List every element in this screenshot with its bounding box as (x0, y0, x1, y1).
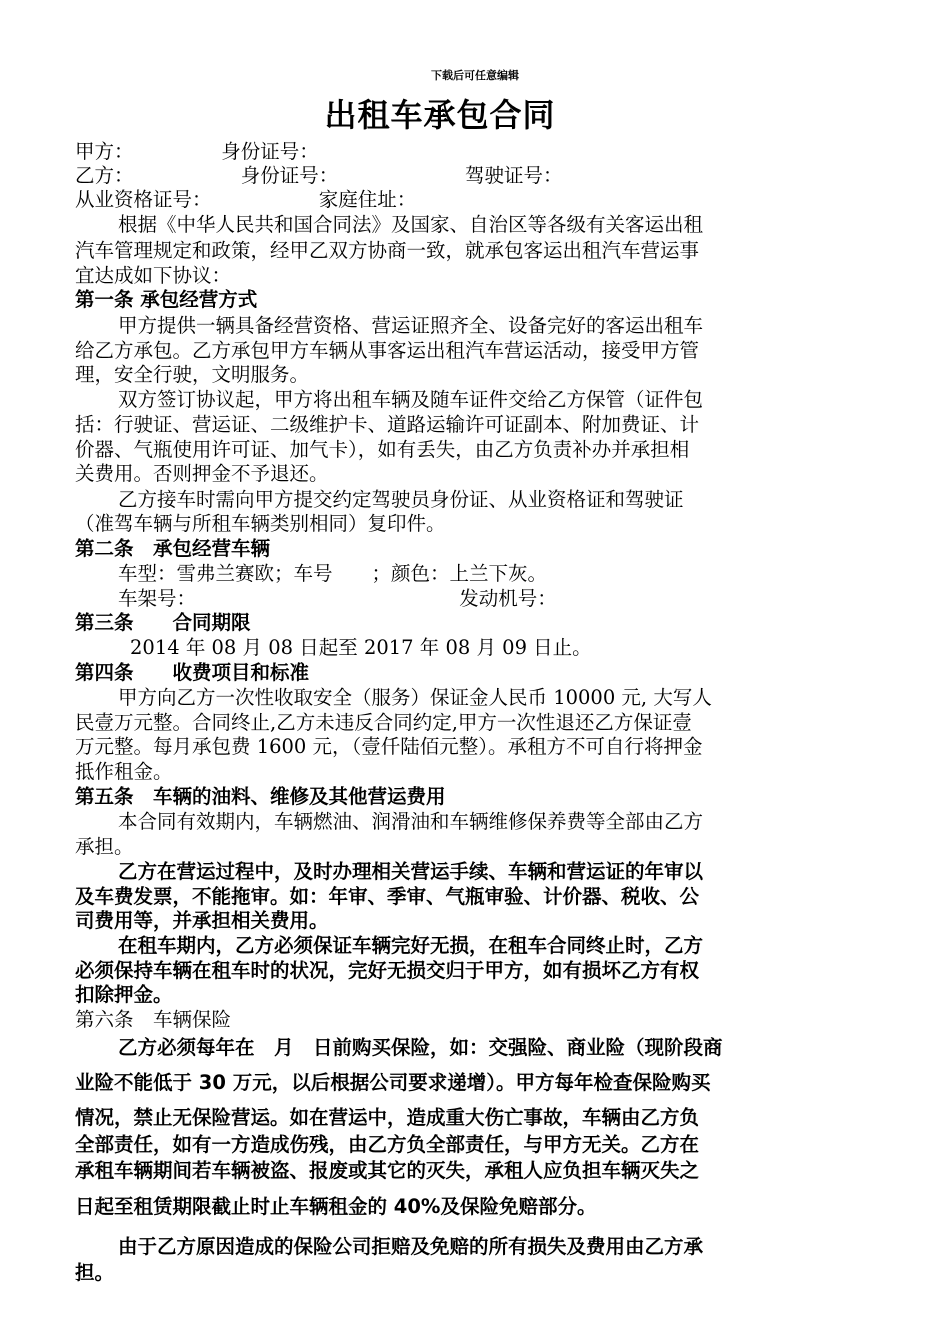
paragraph-line: 价器、气瓶使用许可证、加气卡），如有丢失，由乙方负责补办并承担相 (75, 438, 690, 461)
header-note: 下载后可任意编辑 (431, 69, 519, 82)
paragraph-line: 日起至租赁期限截止时止车辆租金的 40%及保险免赔部分。 (75, 1195, 597, 1218)
paragraph-line: 担。 (75, 1261, 115, 1284)
paragraph-line: 甲方提供一辆具备经营资格、营运证照齐全、设备完好的客运出租车 (118, 314, 704, 337)
paragraph-line: 必须保持车辆在租车时的状况，完好无损交归于甲方，如有损坏乙方有权 (75, 959, 700, 982)
paragraph-line: 理，安全行驶，文明服务。 (75, 363, 310, 386)
paragraph-line: 乙方接车时需向甲方提交约定驾驶员身份证、从业资格证和驾驶证 (118, 488, 684, 511)
article-heading: 第四条 收费项目和标准 (75, 661, 310, 684)
paragraph-line: 民壹万元整。合同终止,乙方未违反合同约定,甲方一次性退还乙方保证壹 (75, 711, 692, 734)
article-heading: 第一条 承包经营方式 (75, 288, 258, 311)
paragraph-line: 由于乙方原因造成的保险公司拒赔及免赔的所有损失及费用由乙方承 (118, 1235, 704, 1258)
paragraph-line: 2014 年 08 月 08 日起至 2017 年 08 月 09 日止。 (130, 636, 592, 659)
page-title: 出租车承包合同 (324, 96, 556, 134)
paragraph-line: 给乙方承包。乙方承包甲方车辆从事客运出租汽车营运活动，接受甲方管 (75, 339, 700, 362)
article-heading: 第五条 车辆的油料、维修及其他营运费用 (75, 785, 446, 808)
paragraph-line: （准驾车辆与所租车辆类别相同）复印件。 (75, 512, 446, 535)
qualification-line: 从业资格证号： 家庭住址： (75, 188, 417, 211)
paragraph-line: 全部责任，如有一方造成伤残，由乙方负全部责任，与甲方无关。乙方在 (75, 1133, 700, 1156)
paragraph-line: 承担。 (75, 835, 134, 858)
paragraph-line: 括：行驶证、营运证、二级维护卡、道路运输许可证副本、附加费证、计 (75, 413, 700, 436)
paragraph-line: 关费用。否则押金不予退还。 (75, 462, 329, 485)
paragraph-line: 乙方必须每年在 月 日前购买保险，如：交强险、商业险（现阶段商 (118, 1036, 723, 1059)
paragraph-line: 抵作租金。 (75, 760, 173, 783)
article-heading: 第二条 承包经营车辆 (75, 537, 271, 560)
paragraph-line: 及车费发票，不能拖审。如：年审、季审、气瓶审验、计价器、税收、公 (75, 885, 700, 908)
article-heading: 第三条 合同期限 (75, 611, 251, 634)
paragraph-line: 甲方向乙方一次性收取安全（服务）保证金人民币 10000 元, 大写人 (118, 686, 712, 709)
paragraph-line: 司费用等，并承担相关费用。 (75, 909, 329, 932)
paragraph-line: 万元整。每月承包费 1600 元，（壹仟陆佰元整）。承租方不可自行将押金 (75, 735, 703, 758)
paragraph-line: 扣除押金。 (75, 983, 173, 1006)
paragraph-line: 乙方在营运过程中，及时办理相关营运手续、车辆和营运证的年审以 (118, 860, 704, 883)
paragraph-line: 车架号： 发动机号： (118, 587, 557, 610)
paragraph-line: 车型：雪弗兰赛欧；车号 ；颜色：上兰下灰。 (118, 562, 548, 585)
preamble-line: 汽车管理规定和政策，经甲乙双方协商一致，就承包客运出租汽车营运事 (75, 239, 700, 262)
paragraph-line: 业险不能低于 30 万元，以后根据公司要求递增）。甲方每年检查保险购买 (75, 1071, 711, 1094)
paragraph-line: 双方签订协议起，甲方将出租车辆及随车证件交给乙方保管（证件包 (118, 388, 704, 411)
article-heading: 第六条 车辆保险 (75, 1008, 232, 1031)
preamble-line: 宜达成如下协议： (75, 264, 232, 287)
preamble-line: 根据《中华人民共和国合同法》及国家、自治区等各级有关客运出租 (118, 213, 704, 236)
paragraph-line: 本合同有效期内，车辆燃油、润滑油和车辆维修保养费等全部由乙方 (118, 810, 704, 833)
party-a-line: 甲方： 身份证号： (75, 140, 319, 163)
paragraph-line: 承租车辆期间若车辆被盗、报废或其它的灭失，承租人应负担车辆灭失之 (75, 1159, 700, 1182)
paragraph-line: 情况，禁止无保险营运。如在营运中，造成重大伤亡事故，车辆由乙方负 (75, 1106, 700, 1129)
paragraph-line: 在租车期内，乙方必须保证车辆完好无损，在租车合同终止时，乙方 (118, 934, 704, 957)
party-b-line: 乙方： 身份证号： 驾驶证号： (75, 164, 563, 187)
